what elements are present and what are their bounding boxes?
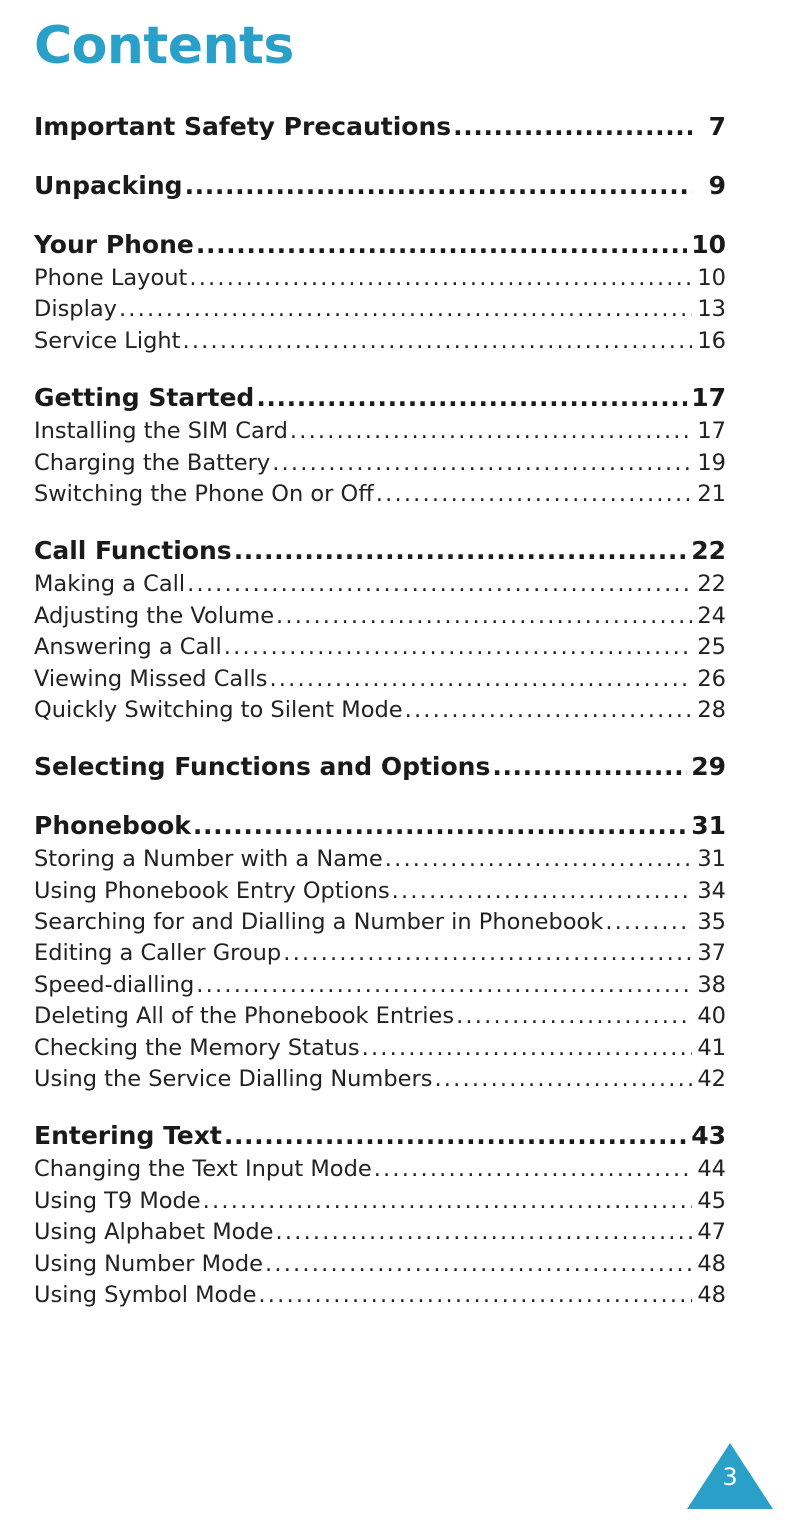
toc-entry[interactable] bbox=[34, 907, 726, 938]
toc-section bbox=[34, 1117, 726, 1311]
toc-entry[interactable] bbox=[34, 938, 726, 969]
toc-leader-dots bbox=[234, 532, 688, 569]
toc-leader-dots bbox=[196, 970, 692, 1001]
toc-entry-page: 17 bbox=[697, 418, 726, 445]
toc-entry-page: 13 bbox=[697, 296, 726, 323]
toc-entry-page: 34 bbox=[697, 877, 726, 904]
toc-entry-page: 16 bbox=[697, 327, 726, 354]
toc-leader-dots bbox=[265, 1249, 692, 1280]
toc-entry[interactable] bbox=[34, 1186, 726, 1217]
toc-entry[interactable] bbox=[34, 294, 726, 325]
toc-entry-title: Searching for and Dialling a Number in Phonebook bbox=[34, 909, 604, 936]
toc-section-heading[interactable] bbox=[34, 807, 726, 844]
toc-entry-title: Phone Layout bbox=[34, 265, 188, 291]
toc-entry[interactable] bbox=[34, 970, 726, 1001]
toc-leader-dots bbox=[272, 448, 692, 479]
toc-leader-dots bbox=[405, 695, 692, 726]
toc-leader-dots bbox=[374, 1154, 692, 1185]
toc-entry-title: Making a Call bbox=[34, 571, 186, 598]
toc-entry[interactable] bbox=[34, 479, 726, 510]
toc-leader-dots bbox=[224, 632, 692, 663]
toc-entry-title: Using Phonebook Entry Options bbox=[34, 877, 390, 904]
toc-leader-dots bbox=[258, 1280, 692, 1311]
toc-leader-dots bbox=[196, 226, 687, 263]
toc-leader-dots bbox=[276, 1217, 692, 1248]
toc-leader-dots bbox=[256, 379, 687, 416]
toc-entry-title: Using Symbol Mode bbox=[34, 1281, 257, 1308]
toc-section-page: 43 bbox=[691, 1121, 726, 1151]
toc-entry-page: 26 bbox=[697, 665, 726, 692]
toc-leader-dots bbox=[182, 326, 692, 357]
toc-section-title: Your Phone bbox=[34, 230, 194, 259]
toc-entry-title: Checking the Memory Status bbox=[34, 1034, 360, 1061]
toc-section-title: Getting Started bbox=[34, 383, 255, 413]
toc-entry-page: 47 bbox=[697, 1219, 726, 1246]
toc-entry-title: Adjusting the Volume bbox=[34, 602, 275, 629]
toc-leader-dots bbox=[193, 807, 687, 844]
toc-entry[interactable] bbox=[34, 416, 726, 447]
toc-leader-dots bbox=[456, 1001, 692, 1032]
toc-section-page: 31 bbox=[691, 811, 726, 841]
toc-entry[interactable] bbox=[34, 1154, 726, 1185]
toc-entry-title: Using Alphabet Mode bbox=[34, 1219, 274, 1246]
toc-entry-title: Answering a Call bbox=[34, 634, 222, 661]
toc-section-heading[interactable] bbox=[34, 226, 726, 263]
toc-section-title: Selecting Functions and Options bbox=[34, 752, 491, 782]
toc-entry[interactable] bbox=[34, 664, 726, 695]
toc-entry-page: 19 bbox=[697, 449, 726, 476]
toc-entry-page: 45 bbox=[697, 1187, 726, 1214]
toc-entry-page: 37 bbox=[697, 940, 726, 967]
toc-entry-page: 38 bbox=[697, 971, 726, 998]
toc-leader-dots bbox=[453, 108, 692, 145]
toc-entry-title: Viewing Missed Calls bbox=[34, 665, 268, 692]
table-of-contents bbox=[34, 108, 726, 1333]
toc-leader-dots bbox=[434, 1064, 692, 1095]
toc-leader-dots bbox=[492, 748, 687, 785]
toc-leader-dots bbox=[189, 263, 692, 294]
toc-leader-dots bbox=[276, 601, 692, 632]
page-number: 3 bbox=[722, 1463, 738, 1491]
toc-entry[interactable] bbox=[34, 1033, 726, 1064]
toc-entry-title: Installing the SIM Card bbox=[34, 418, 288, 445]
toc-section bbox=[34, 807, 726, 1095]
toc-entry[interactable] bbox=[34, 1249, 726, 1280]
toc-entry-page: 40 bbox=[697, 1003, 726, 1030]
toc-entry[interactable] bbox=[34, 1001, 726, 1032]
toc-entry-page: 28 bbox=[697, 696, 726, 723]
toc-section bbox=[34, 748, 726, 785]
toc-section-title: Call Functions bbox=[34, 536, 232, 566]
toc-entry[interactable] bbox=[34, 844, 726, 875]
toc-section-page: 7 bbox=[708, 112, 726, 141]
toc-section-title: Unpacking bbox=[34, 171, 183, 200]
toc-entry[interactable] bbox=[34, 601, 726, 632]
toc-section-page: 9 bbox=[708, 171, 726, 200]
toc-entry-page: 10 bbox=[697, 265, 726, 291]
toc-entry-page: 48 bbox=[697, 1250, 726, 1277]
toc-leader-dots bbox=[376, 479, 692, 510]
toc-section-heading[interactable] bbox=[34, 532, 726, 569]
toc-section bbox=[34, 167, 726, 204]
toc-leader-dots bbox=[362, 1033, 692, 1064]
toc-entry-title: Deleting All of the Phonebook Entries bbox=[34, 1003, 455, 1030]
toc-section-page: 29 bbox=[691, 752, 726, 782]
toc-leader-dots bbox=[290, 416, 692, 447]
toc-leader-dots bbox=[203, 1186, 692, 1217]
toc-entry-title: Switching the Phone On or Off bbox=[34, 480, 374, 507]
page-title: Contents bbox=[34, 16, 294, 76]
toc-leader-dots bbox=[187, 569, 692, 600]
toc-leader-dots bbox=[269, 664, 692, 695]
toc-entry[interactable] bbox=[34, 448, 726, 479]
toc-entry-page: 48 bbox=[697, 1281, 726, 1308]
toc-leader-dots bbox=[385, 844, 692, 875]
toc-leader-dots bbox=[224, 1117, 687, 1154]
toc-entry[interactable] bbox=[34, 1064, 726, 1095]
toc-section-page: 22 bbox=[691, 536, 726, 566]
toc-entry-title: Quickly Switching to Silent Mode bbox=[34, 696, 403, 723]
toc-section bbox=[34, 379, 726, 510]
toc-entry-page: 21 bbox=[697, 480, 726, 507]
toc-leader-dots bbox=[605, 907, 692, 938]
toc-entry-title: Using Number Mode bbox=[34, 1250, 263, 1277]
toc-entry-title: Storing a Number with a Name bbox=[34, 846, 383, 873]
toc-entry-page: 25 bbox=[697, 634, 726, 661]
toc-entry-page: 42 bbox=[697, 1066, 726, 1093]
toc-entry[interactable] bbox=[34, 695, 726, 726]
toc-section bbox=[34, 108, 726, 145]
toc-section-heading[interactable] bbox=[34, 108, 726, 145]
toc-section bbox=[34, 226, 726, 357]
toc-entry-page: 35 bbox=[697, 909, 726, 936]
toc-section-title: Entering Text bbox=[34, 1121, 222, 1151]
toc-leader-dots bbox=[392, 876, 692, 907]
toc-entry[interactable] bbox=[34, 326, 726, 357]
toc-section-heading[interactable] bbox=[34, 1117, 726, 1154]
toc-entry-title: Display bbox=[34, 296, 117, 323]
toc-entry[interactable] bbox=[34, 1280, 726, 1311]
toc-section bbox=[34, 532, 726, 726]
toc-section-page: 17 bbox=[691, 383, 726, 413]
toc-entry[interactable] bbox=[34, 569, 726, 600]
toc-entry-page: 41 bbox=[697, 1034, 726, 1061]
toc-entry-page: 31 bbox=[697, 846, 726, 873]
toc-section-heading[interactable] bbox=[34, 748, 726, 785]
toc-entry[interactable] bbox=[34, 632, 726, 663]
toc-entry-page: 44 bbox=[697, 1156, 726, 1183]
toc-entry[interactable] bbox=[34, 263, 726, 294]
toc-entry[interactable] bbox=[34, 876, 726, 907]
toc-entry-page: 22 bbox=[697, 571, 726, 598]
toc-section-title: Important Safety Precautions bbox=[34, 112, 452, 141]
toc-entry-title: Service Light bbox=[34, 327, 181, 354]
toc-entry-title: Changing the Text Input Mode bbox=[34, 1156, 372, 1183]
toc-leader-dots bbox=[185, 167, 692, 204]
toc-leader-dots bbox=[283, 938, 692, 969]
toc-entry[interactable] bbox=[34, 1217, 726, 1248]
toc-section-heading[interactable] bbox=[34, 167, 726, 204]
toc-entry-title: Using T9 Mode bbox=[34, 1187, 201, 1214]
toc-entry-title: Speed-dialling bbox=[34, 971, 195, 998]
toc-entry-title: Charging the Battery bbox=[34, 449, 271, 476]
toc-leader-dots bbox=[119, 294, 692, 325]
toc-entry-title: Editing a Caller Group bbox=[34, 940, 282, 967]
toc-entry-title: Using the Service Dialling Numbers bbox=[34, 1066, 433, 1093]
toc-entry-page: 24 bbox=[697, 602, 726, 629]
toc-section-page: 10 bbox=[691, 230, 726, 259]
toc-section-title: Phonebook bbox=[34, 811, 191, 841]
toc-section-heading[interactable] bbox=[34, 379, 726, 416]
